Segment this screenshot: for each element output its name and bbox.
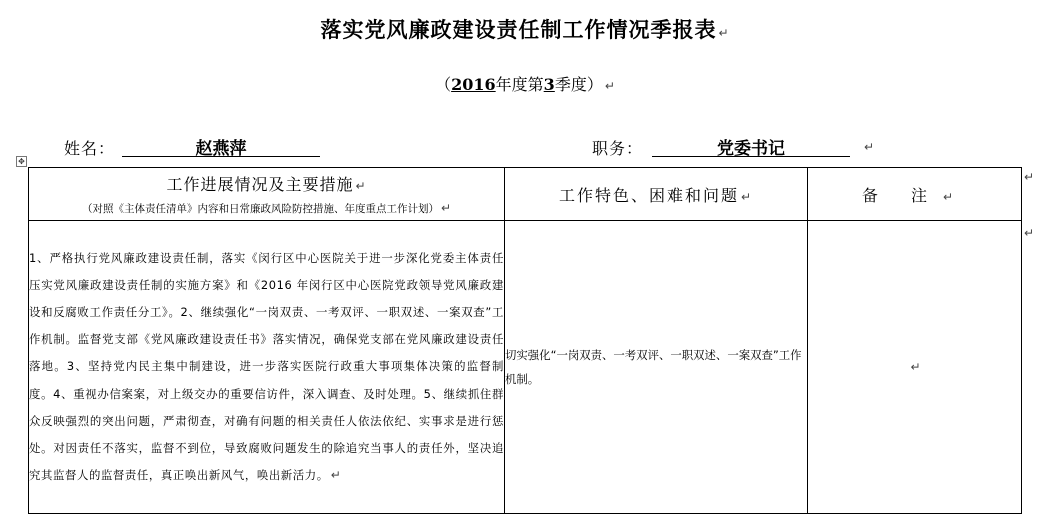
name-label: 姓名： <box>64 139 116 158</box>
table-header-row <box>29 168 1022 221</box>
progress-measures-cell[interactable]: 1、严格执行党风廉政建设责任制，落实《闵行区中心医院关于进一步深化党委主体责任压实党风廉政建设责任制的实施方案》和《2016 年闵行区中心医院党政领导党风廉政建设和反腐败工作责任分工》。2、继续强化“一岗双责、一考双评、一职双述、一案双查”工作机制。监督党支部《党风廉政建设责任书》落实情况，确保党支部在党风廉政建设责任落地。3、坚持党内民主集中制建设，进一步落实医院行政重大事项集体决策的监督制度。4、重视办信案案，对上级交办的重要信访件，深入调查、及时处理。5、继续抓住群众反映强烈的突出问题，严肃彻查，对确有问题的相关责任人依法依纪、实事求是进行惩处。对因责任不落实，监督不到位，导致腐败问题发生的除追究当事人的责任外，坚决追究其监督人的监督责任，真正唤出新风气，唤出新活力。 ↵ <box>29 221 505 514</box>
paragraph-mark: ↵ <box>864 140 875 154</box>
name-value: 赵燕萍 <box>122 134 320 157</box>
period-quarter: 3 <box>543 75 555 94</box>
document-title: 落实党风廉政建设责任制工作情况季报表 ↵ <box>320 17 730 42</box>
person-info-row <box>0 134 1050 160</box>
header-remarks: 备 注 ↵ <box>808 168 1022 221</box>
row-end-mark: ↵ <box>1024 170 1035 184</box>
table-move-handle-icon[interactable]: ✥ <box>16 156 27 167</box>
title-value: 党委书记 <box>652 134 850 157</box>
table-row <box>29 221 1022 514</box>
paragraph-mark: ↵ <box>718 26 730 40</box>
period-year: 2016 <box>451 75 496 94</box>
features-issues-cell[interactable]: 切实强化“一岗双责、一考双评、一职双述、一案双查”工作机制。 <box>505 221 808 514</box>
header-progress-subtitle: （对照《主体责任清单》内容和日常廉政风险防控措施、年度重点工作计划） <box>81 203 439 215</box>
reporting-period: （2016年度第3季度） ↵ <box>435 75 615 94</box>
header-features-issues: 工作特色、困难和问题 ↵ <box>505 168 808 221</box>
header-progress-measures: 工作进展情况及主要措施 ↵ （对照《主体责任清单》内容和日常廉政风险防控措施、年度重点工作计划） ↵ <box>29 168 505 221</box>
remarks-cell[interactable]: ↵ <box>808 221 1022 514</box>
title-label: 职务： <box>592 139 644 158</box>
report-table <box>28 167 1022 514</box>
row-end-mark: ↵ <box>1024 226 1035 240</box>
paragraph-mark: ↵ <box>604 79 615 93</box>
